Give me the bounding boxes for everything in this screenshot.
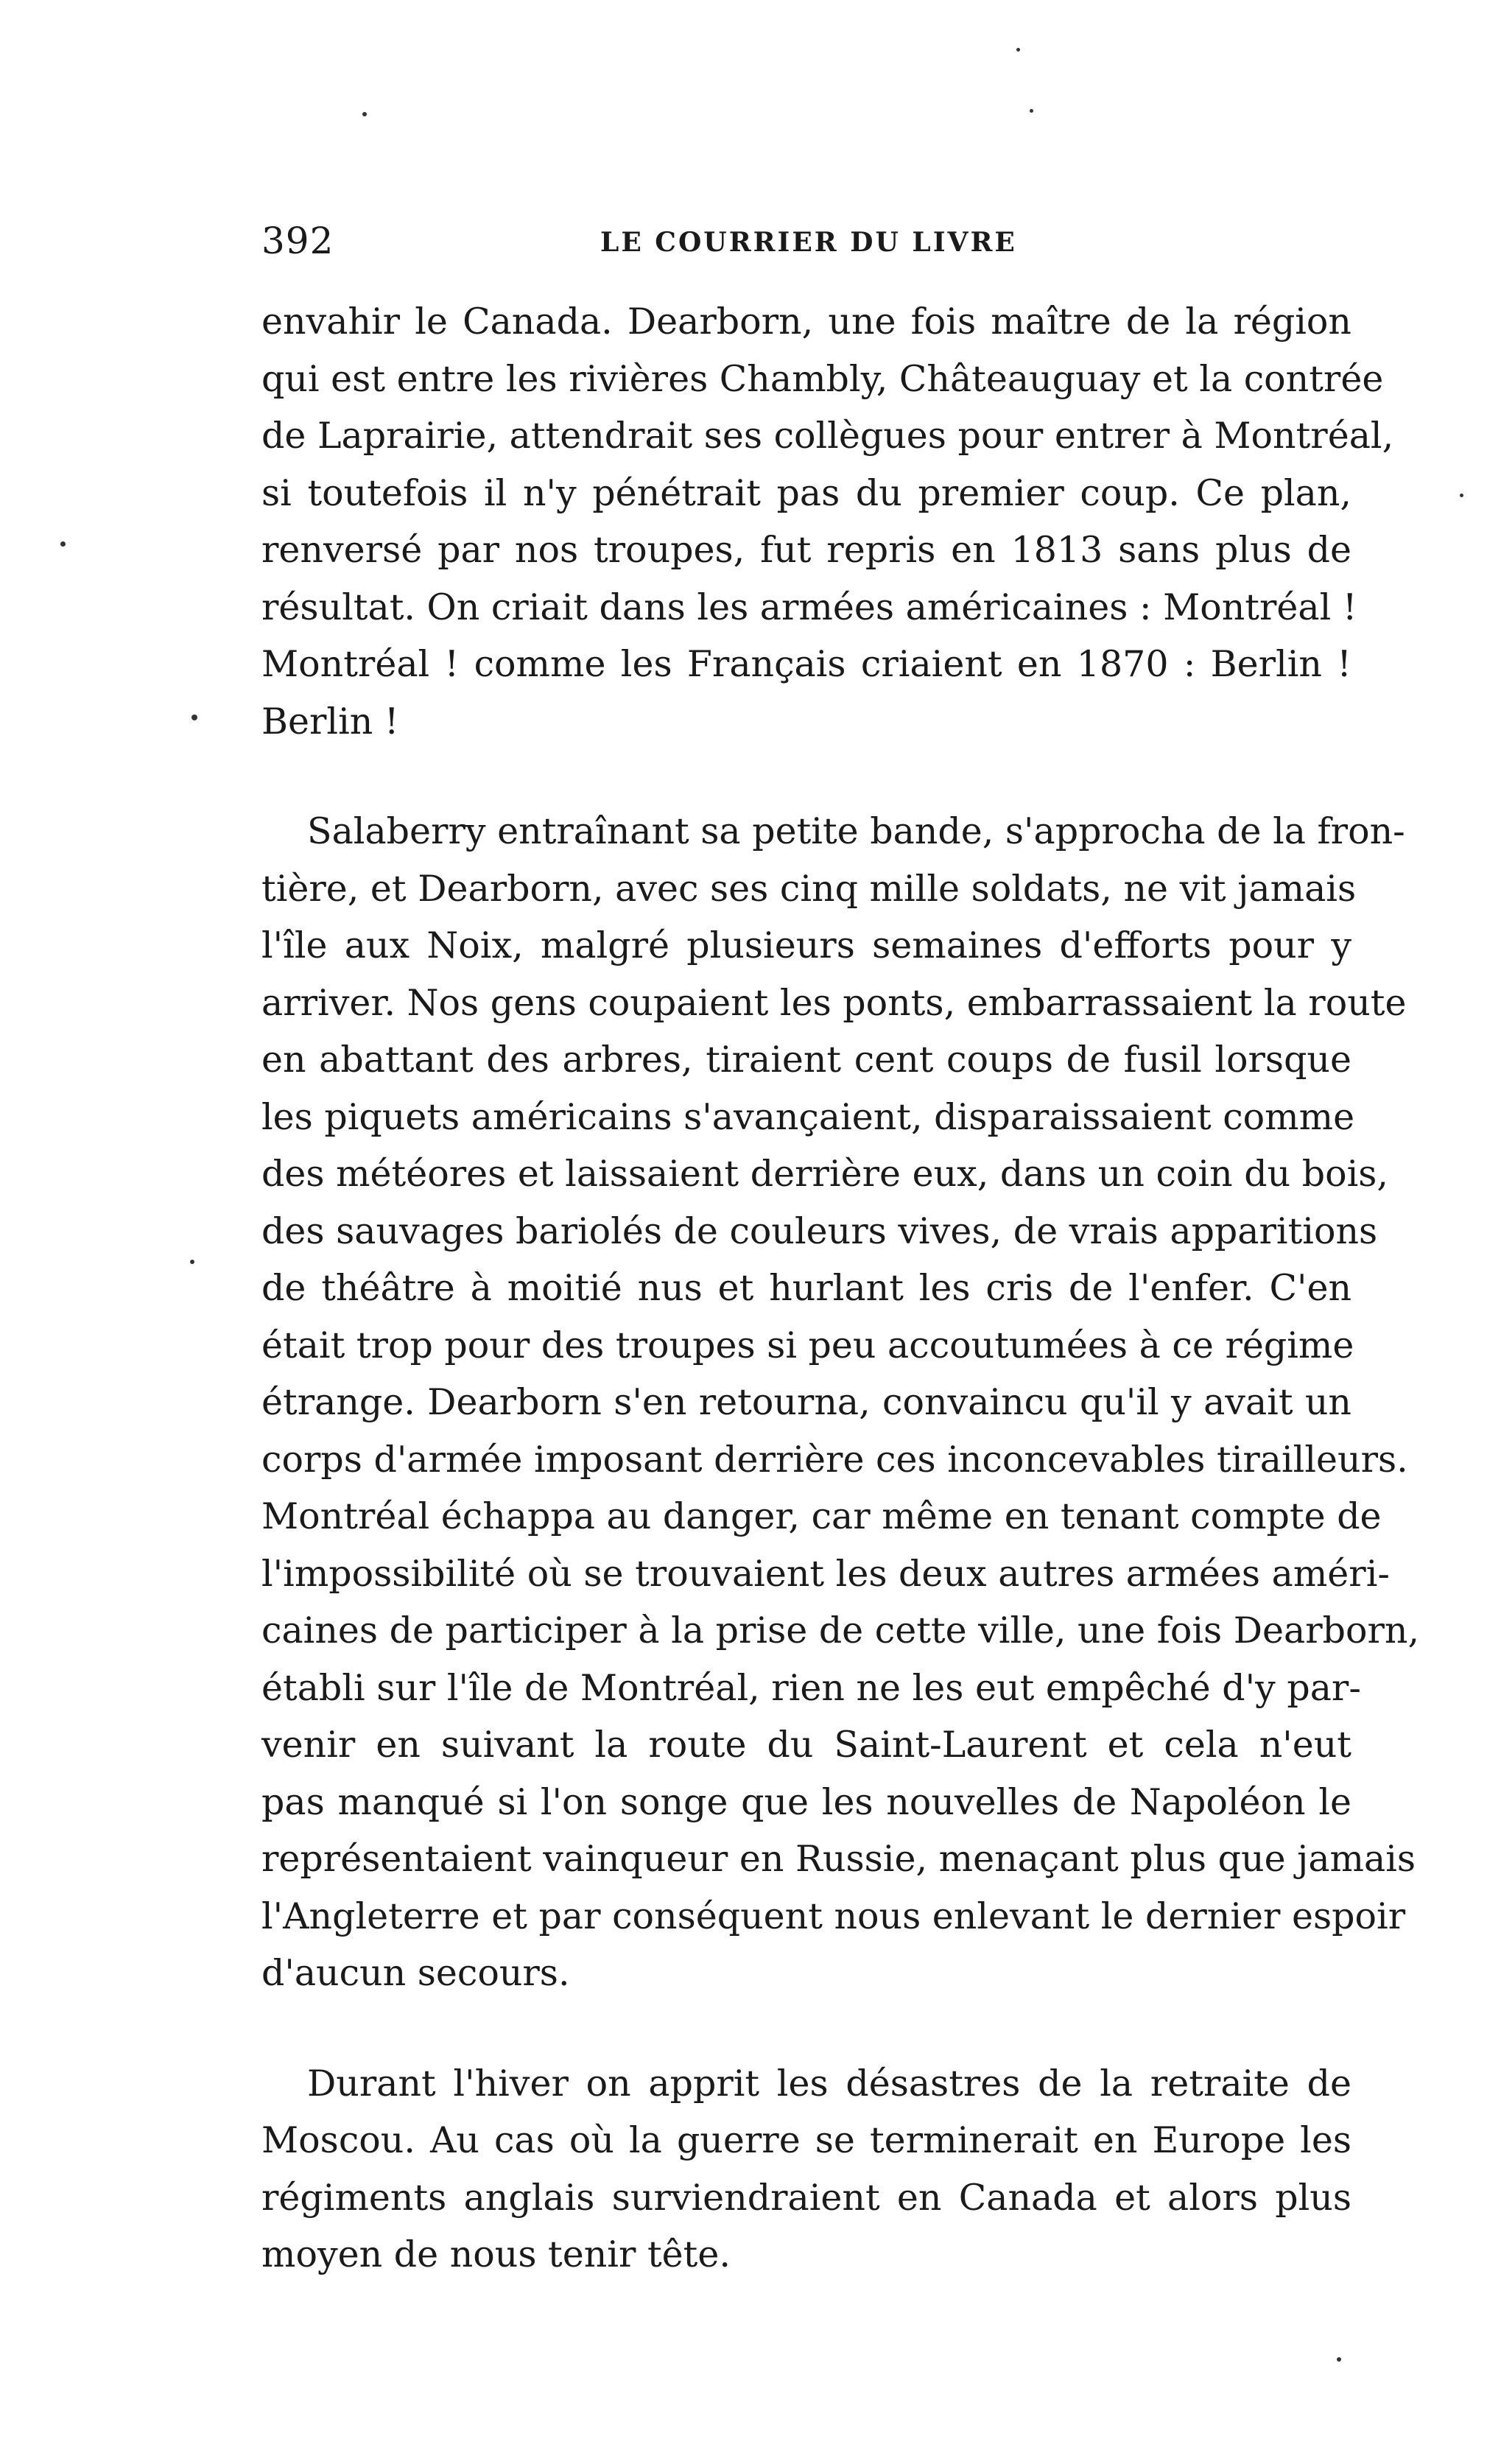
scan-speck xyxy=(1016,48,1020,52)
text-line: en abattant des arbres, tiraient cent coups de fusil lorsque xyxy=(261,1039,1351,1081)
running-title: LE COURRIER DU LIVRE xyxy=(600,227,1017,258)
scan-speck xyxy=(60,541,66,547)
text-line: l'Angleterre et par conséquent nous enlevant le dernier espoir xyxy=(261,1895,1406,1937)
scan-speck xyxy=(190,1260,194,1264)
text-line: envahir le Canada. Dearborn, une fois maître de la région xyxy=(261,301,1351,343)
text-line: les piquets américains s'avançaient, disparaissaient comme xyxy=(261,1095,1355,1138)
scan-speck xyxy=(191,715,197,720)
text-line: Moscou. Au cas où la guerre se terminerait en Europe les xyxy=(261,2119,1351,2161)
text-line: tière, et Dearborn, avec ses cinq mille soldats, ne vit jamais xyxy=(261,867,1357,910)
scan-speck xyxy=(1030,109,1033,113)
text-line: moyen de nous tenir tête. xyxy=(261,2233,731,2275)
text-line: étrange. Dearborn s'en retourna, convaincu qu'il y avait un xyxy=(261,1381,1351,1423)
text-line: corps d'armée imposant derrière ces inconcevables tirailleurs. xyxy=(261,1438,1408,1481)
text-line: des sauvages bariolés de couleurs vives, de vrais apparitions xyxy=(261,1210,1378,1252)
text-line: si toutefois il n'y pénétrait pas du premier coup. Ce plan, xyxy=(261,471,1351,514)
paragraph-gap xyxy=(261,750,1351,803)
text-line: Durant l'hiver on apprit les désastres de la retraite de xyxy=(307,2062,1351,2105)
text-line: qui est entre les rivières Chambly, Châteauguay et la contrée xyxy=(261,357,1384,400)
text-line: représentaient vainqueur en Russie, menaçant plus que jamais xyxy=(261,1838,1416,1880)
text-line: d'aucun secours. xyxy=(261,1952,570,1994)
text-line: arriver. Nos gens coupaient les ponts, embarrassaient la route xyxy=(261,981,1407,1024)
body-text xyxy=(261,293,1420,2284)
text-line: était trop pour des troupes si peu accoutumées à ce régime xyxy=(261,1324,1354,1366)
text-line: Montréal échappa au danger, car même en tenant compte de xyxy=(261,1495,1382,1537)
scan-speck xyxy=(1337,2357,1341,2362)
text-line: des météores et laissaient derrière eux, dans un coin du bois, xyxy=(261,1153,1388,1195)
text-line: Montréal ! comme les Français criaient en 1870 : Berlin ! xyxy=(261,643,1351,685)
paragraph-gap xyxy=(261,2002,1351,2055)
text-line: de théâtre à moitié nus et hurlant les cris de l'enfer. C'en xyxy=(261,1267,1351,1309)
text-line: venir en suivant la route du Saint-Laurent et cela n'eut xyxy=(261,1724,1351,1766)
scan-speck xyxy=(1460,494,1463,497)
text-line: l'île aux Noix, malgré plusieurs semaines d'efforts pour y xyxy=(261,924,1351,966)
text-line: pas manqué si l'on songe que les nouvelles de Napoléon le xyxy=(261,1780,1351,1823)
page-number: 392 xyxy=(261,220,334,262)
text-line: Salaberry entraînant sa petite bande, s'approcha de la fron- xyxy=(307,810,1405,852)
text-line: Berlin ! xyxy=(261,700,399,743)
text-line: l'impossibilité où se trouvaient les deux autres armées améri- xyxy=(261,1552,1390,1595)
text-line: résultat. On criait dans les armées américaines : Montréal ! xyxy=(261,586,1357,628)
text-line: régiments anglais surviendraient en Canada et alors plus xyxy=(261,2176,1351,2219)
text-line: renversé par nos troupes, fut repris en 1813 sans plus de xyxy=(261,529,1351,571)
text-line: de Laprairie, attendrait ses collègues pour entrer à Montréal, xyxy=(261,415,1394,457)
text-line: caines de participer à la prise de cette ville, une fois Dearborn, xyxy=(261,1610,1420,1652)
scan-speck xyxy=(362,112,367,116)
running-head xyxy=(261,220,1351,271)
text-line: établi sur l'île de Montréal, rien ne les eut empêché d'y par- xyxy=(261,1666,1361,1709)
